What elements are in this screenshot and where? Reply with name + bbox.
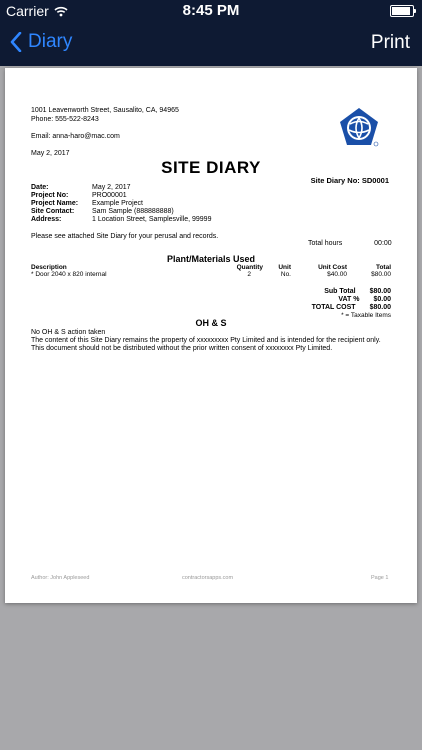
diary-preview-page (5, 68, 417, 603)
field-site-contact: Site Contact: Sam Sample (888888888) (31, 208, 174, 215)
ohs-line: No OH & S action taken (31, 329, 106, 336)
address-line: 1001 Leavenworth Street, Sausalito, CA, 94965 (31, 107, 179, 114)
project-info (31, 184, 211, 224)
ohs-section (31, 329, 391, 353)
materials-header-row: Description Quantity Unit Unit Cost Total (31, 264, 391, 271)
status-bar (0, 0, 422, 22)
email-line: Email: anna-haro@mac.com (31, 133, 120, 140)
total-hours-value: 00:00 (374, 240, 392, 247)
top-bar (0, 0, 422, 66)
footer-author: Author: John Appleseed (31, 575, 90, 581)
subtotal-row: Sub Total $80.00 (324, 288, 391, 295)
vat-row: VAT % $0.00 (338, 296, 391, 303)
phone-line: Phone: 555-522-8243 (31, 116, 99, 123)
battery-icon (390, 5, 414, 17)
total-hours-label: Total hours (308, 240, 343, 247)
footer-page: Page 1 (371, 575, 389, 581)
total-cost-row: TOTAL COST $80.00 (311, 304, 391, 311)
total-hours (308, 240, 392, 247)
materials-heading: Plant/Materials Used (166, 254, 256, 264)
field-project-name: Project Name: Example Project (31, 200, 143, 207)
field-date: Date: May 2, 2017 (31, 184, 131, 191)
company-globe-logo (337, 106, 381, 148)
company-contact-block (31, 106, 179, 158)
ohs-heading: OH & S (195, 318, 227, 328)
status-time: 8:45 PM (182, 2, 240, 19)
taxable-note: * = Taxable Items (341, 312, 391, 319)
footer-site: contractorsapps.com (182, 575, 234, 581)
totals-block (255, 288, 391, 312)
diary-number: Site Diary No: SD0001 (310, 176, 389, 185)
report-date: May 2, 2017 (31, 150, 70, 157)
carrier-label: Carrier (6, 3, 49, 19)
perusal-note: Please see attached Site Diary for your perusal and records. (31, 233, 219, 240)
print-button[interactable]: Print (370, 32, 410, 53)
navigation-bar (0, 22, 422, 66)
back-label: Diary (28, 31, 73, 52)
materials-table (31, 264, 391, 278)
back-button[interactable] (10, 31, 72, 53)
field-project-no: Project No: PRO00001 (31, 192, 127, 199)
document-title: SITE DIARY (161, 158, 261, 177)
confidentiality-notice: The content of this Site Diary remains the property of xxxxxxxxx Pty Limited and is intended for the recipient only. This document should not be distributed without the prior written consent of xxxxxxxx Pty Limited. (31, 337, 381, 352)
field-address: Address: 1 Location Street, Samplesville, 99999 (31, 216, 212, 223)
chevron-left-icon (10, 32, 22, 52)
table-row: * Door 2040 x 820 internal 2 No. $40.00 $80.00 (31, 271, 391, 278)
